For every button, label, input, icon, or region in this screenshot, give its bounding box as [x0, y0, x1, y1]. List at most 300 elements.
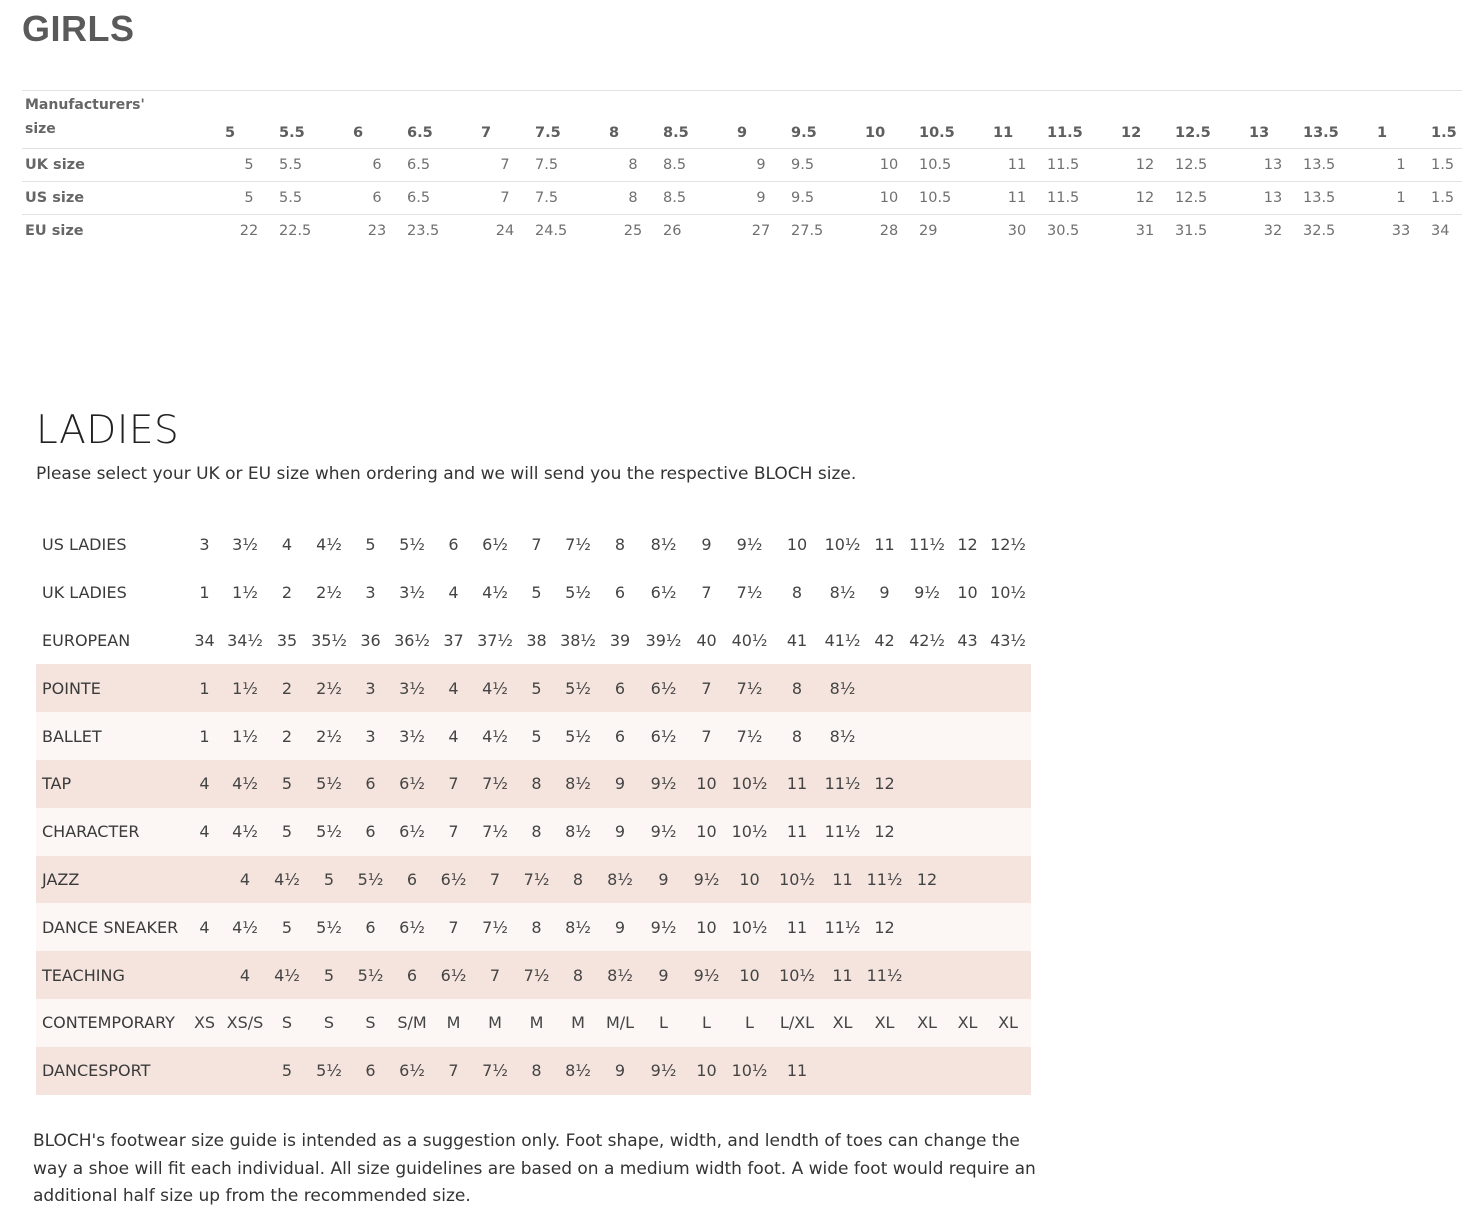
ladies-size-cell: 1	[187, 712, 222, 760]
girls-size-cell: 11.5	[1047, 190, 1080, 206]
girls-size-cell: 1.5	[1431, 190, 1455, 206]
ladies-row-label: EUROPEAN	[36, 617, 187, 665]
girls-size-cell: 31	[1135, 223, 1155, 240]
ladies-size-cell: 5½	[306, 1047, 352, 1095]
ladies-table-row	[36, 664, 1031, 712]
ladies-size-cell: 8½	[555, 1047, 601, 1095]
ladies-row-label: US LADIES	[36, 521, 187, 569]
ladies-table-row	[36, 760, 1031, 808]
ladies-size-cell	[985, 903, 1031, 951]
ladies-size-cell	[865, 712, 904, 760]
girls-size-cell: 11	[1007, 190, 1027, 206]
girls-title: GIRLS	[22, 8, 135, 49]
girls-size-cell: 22	[239, 223, 259, 240]
ladies-size-cell: 5½	[306, 760, 352, 808]
girls-size-cell: 10	[879, 157, 899, 173]
ladies-size-cell: 6½	[472, 521, 518, 569]
ladies-size-cell: XL	[865, 999, 904, 1047]
girls-size-cell: 8	[628, 157, 638, 173]
girls-table-row	[22, 215, 1462, 248]
ladies-size-cell: 4	[435, 664, 472, 712]
girls-size-cell: 5.5	[279, 157, 303, 173]
ladies-size-cell: 5½	[306, 808, 352, 856]
ladies-row-label: CHARACTER	[36, 808, 187, 856]
ladies-size-cell: 7½	[472, 808, 518, 856]
girls-header-size: 6.5	[407, 125, 433, 141]
ladies-size-cell: 6½	[389, 903, 435, 951]
ladies-size-cell: 10	[688, 1047, 725, 1095]
ladies-size-cell	[985, 1047, 1031, 1095]
ladies-size-cell: 3½	[389, 664, 435, 712]
ladies-size-cell: 6½	[639, 712, 688, 760]
girls-size-cell: 7	[500, 190, 510, 206]
ladies-size-cell	[904, 1047, 950, 1095]
ladies-size-cell: 7	[472, 856, 518, 904]
ladies-size-cell: 8	[774, 712, 820, 760]
ladies-size-cell: 2½	[306, 712, 352, 760]
ladies-size-cell: 5	[268, 903, 306, 951]
girls-header-size: 5	[225, 125, 236, 141]
ladies-size-cell: 10½	[820, 521, 865, 569]
ladies-size-cell: 5	[268, 1047, 306, 1095]
ladies-size-cell: 7½	[725, 712, 774, 760]
girls-size-cell: 6	[372, 190, 382, 206]
ladies-size-cell	[950, 760, 985, 808]
ladies-table-row	[36, 569, 1031, 617]
ladies-intro-text: Please select your UK or EU size when ordering and we will send you the respective BLOCH size.	[36, 464, 857, 484]
ladies-size-cell: 4	[187, 808, 222, 856]
ladies-size-cell: 35½	[306, 617, 352, 665]
ladies-row-label: TEACHING	[36, 951, 187, 999]
ladies-size-cell: 9	[865, 569, 904, 617]
girls-size-cell: 10.5	[919, 157, 952, 173]
ladies-size-table	[36, 521, 1031, 1095]
ladies-size-cell: 5½	[555, 712, 601, 760]
girls-size-cell: 31.5	[1175, 223, 1208, 240]
girls-header-row	[22, 91, 1462, 149]
ladies-size-cell: 5	[306, 856, 352, 904]
ladies-size-cell: 8½	[820, 569, 865, 617]
ladies-size-cell: 5½	[352, 856, 389, 904]
girls-size-table	[22, 90, 1462, 248]
ladies-size-cell: 1½	[222, 569, 268, 617]
ladies-size-cell: 8½	[601, 951, 639, 999]
ladies-size-cell: 4½	[306, 521, 352, 569]
girls-row-label: EU size	[25, 223, 84, 240]
ladies-size-cell: 3	[352, 664, 389, 712]
ladies-size-cell: 11½	[904, 521, 950, 569]
ladies-size-cell: 11½	[820, 808, 865, 856]
ladies-size-cell: 9	[688, 521, 725, 569]
girls-size-cell: 25	[623, 223, 643, 240]
ladies-size-cell: 11½	[820, 760, 865, 808]
ladies-table-row	[36, 903, 1031, 951]
girls-size-cell: 12.5	[1175, 157, 1208, 173]
ladies-size-cell: 8	[518, 903, 555, 951]
girls-header-size: 10.5	[919, 125, 955, 141]
ladies-size-cell: 4½	[268, 856, 306, 904]
ladies-size-cell: 39½	[639, 617, 688, 665]
girls-size-cell: 9	[756, 190, 766, 206]
ladies-size-cell: 41½	[820, 617, 865, 665]
ladies-size-cell: 11	[774, 903, 820, 951]
ladies-size-cell	[950, 664, 985, 712]
ladies-size-cell: 7	[435, 1047, 472, 1095]
ladies-size-cell: 6	[352, 760, 389, 808]
ladies-table-row	[36, 999, 1031, 1047]
ladies-size-cell: 9	[601, 903, 639, 951]
girls-size-cell: 30	[1007, 223, 1027, 240]
ladies-size-cell: 6	[352, 1047, 389, 1095]
girls-header-size: 8	[609, 125, 620, 141]
ladies-size-cell: 6	[352, 903, 389, 951]
ladies-size-cell: 8½	[820, 664, 865, 712]
ladies-size-cell: 36	[352, 617, 389, 665]
ladies-size-cell: 6½	[389, 1047, 435, 1095]
ladies-size-cell: 8	[555, 951, 601, 999]
girls-size-cell: 12.5	[1175, 190, 1208, 206]
girls-size-cell: 7.5	[535, 190, 559, 206]
ladies-size-cell: 9½	[639, 760, 688, 808]
girls-size-cell: 13.5	[1303, 157, 1336, 173]
ladies-size-cell: 8	[601, 521, 639, 569]
girls-size-cell: 7.5	[535, 157, 559, 173]
ladies-size-cell: 10	[688, 903, 725, 951]
ladies-size-cell	[865, 1047, 904, 1095]
ladies-table-row	[36, 712, 1031, 760]
ladies-size-cell: 7½	[472, 760, 518, 808]
girls-size-cell: 5.5	[279, 190, 303, 206]
ladies-size-cell: 4	[222, 951, 268, 999]
ladies-row-label: DANCE SNEAKER	[36, 903, 187, 951]
ladies-size-cell: 10	[774, 521, 820, 569]
ladies-size-cell: 42½	[904, 617, 950, 665]
ladies-size-cell: 12½	[985, 521, 1031, 569]
girls-size-cell: 5	[244, 157, 254, 173]
ladies-size-cell: 8	[518, 760, 555, 808]
ladies-size-cell: 10	[688, 808, 725, 856]
ladies-size-cell: 37	[435, 617, 472, 665]
ladies-row-label: TAP	[36, 760, 187, 808]
girls-size-cell: 22.5	[279, 223, 312, 240]
ladies-size-cell: 43	[950, 617, 985, 665]
ladies-table-row	[36, 521, 1031, 569]
ladies-size-cell: 11½	[865, 856, 904, 904]
ladies-size-cell	[985, 712, 1031, 760]
ladies-size-cell: 6½	[639, 664, 688, 712]
ladies-size-cell: 35	[268, 617, 306, 665]
ladies-row-label: BALLET	[36, 712, 187, 760]
girls-header-size: 10	[865, 125, 886, 141]
girls-header-size: 12	[1121, 125, 1142, 141]
ladies-size-cell	[950, 903, 985, 951]
ladies-size-cell: 10½	[725, 808, 774, 856]
ladies-size-cell: 4	[222, 856, 268, 904]
girls-size-cell: 24	[495, 223, 515, 240]
ladies-size-cell: 3	[352, 712, 389, 760]
girls-size-cell: 27	[751, 223, 771, 240]
girls-header-size: 9.5	[791, 125, 817, 141]
ladies-row-label: UK LADIES	[36, 569, 187, 617]
ladies-size-cell: L	[725, 999, 774, 1047]
girls-header-size: 5.5	[279, 125, 305, 141]
ladies-size-cell: 5	[268, 760, 306, 808]
ladies-size-cell: 2½	[306, 664, 352, 712]
ladies-size-cell: 4½	[472, 569, 518, 617]
girls-size-cell: 32	[1263, 223, 1283, 240]
ladies-size-cell: 12	[950, 521, 985, 569]
ladies-size-cell	[950, 712, 985, 760]
ladies-size-cell: 12	[865, 903, 904, 951]
ladies-size-cell: 12	[865, 808, 904, 856]
ladies-size-cell	[187, 951, 222, 999]
ladies-size-cell: 2	[268, 712, 306, 760]
ladies-size-cell: S	[306, 999, 352, 1047]
girls-table-row	[22, 149, 1462, 182]
ladies-size-cell: 5½	[555, 664, 601, 712]
girls-size-cell: 5	[244, 190, 254, 206]
ladies-size-cell	[904, 808, 950, 856]
ladies-size-cell	[904, 903, 950, 951]
ladies-size-cell: 6	[352, 808, 389, 856]
ladies-size-cell: S	[268, 999, 306, 1047]
ladies-size-cell: 4½	[222, 808, 268, 856]
ladies-table-row	[36, 951, 1031, 999]
ladies-size-cell: XL	[904, 999, 950, 1047]
girls-size-cell: 10	[879, 190, 899, 206]
ladies-size-cell: 9	[639, 856, 688, 904]
ladies-size-cell: 4	[187, 760, 222, 808]
ladies-size-cell: 4½	[222, 760, 268, 808]
ladies-size-cell: 10½	[725, 1047, 774, 1095]
ladies-size-cell: 7	[518, 521, 555, 569]
ladies-size-cell: 6	[601, 664, 639, 712]
ladies-size-cell: 7	[435, 760, 472, 808]
girls-size-cell: 12	[1135, 190, 1155, 206]
girls-size-cell: 6.5	[407, 157, 431, 173]
girls-header-size: 11.5	[1047, 125, 1083, 141]
girls-size-cell: 1.5	[1431, 157, 1455, 173]
ladies-size-cell: 11	[774, 760, 820, 808]
ladies-size-cell: 4	[187, 903, 222, 951]
ladies-size-cell: S/M	[389, 999, 435, 1047]
girls-size-cell: 30.5	[1047, 223, 1080, 240]
ladies-size-cell: 3	[187, 521, 222, 569]
ladies-size-cell: 5	[306, 951, 352, 999]
ladies-size-cell: 6	[601, 569, 639, 617]
ladies-size-cell: 5	[518, 664, 555, 712]
girls-size-cell: 33	[1391, 223, 1411, 240]
girls-size-cell: 34	[1431, 223, 1450, 240]
ladies-size-cell: 8½	[555, 760, 601, 808]
girls-size-cell: 9	[756, 157, 766, 173]
ladies-size-cell: 6	[389, 951, 435, 999]
ladies-row-label: JAZZ	[36, 856, 187, 904]
ladies-size-cell: 7½	[472, 903, 518, 951]
girls-size-cell: 13	[1263, 190, 1283, 206]
girls-header-size: 11	[993, 125, 1014, 141]
girls-size-cell: 23	[367, 223, 387, 240]
ladies-table-row	[36, 617, 1031, 665]
girls-size-cell: 12	[1135, 157, 1155, 173]
girls-header-size: 7	[481, 125, 492, 141]
girls-size-cell: 1	[1396, 190, 1406, 206]
girls-size-cell: 24.5	[535, 223, 568, 240]
ladies-size-cell: 9½	[639, 808, 688, 856]
ladies-size-cell: 8	[555, 856, 601, 904]
ladies-size-cell	[950, 1047, 985, 1095]
ladies-size-cell	[985, 808, 1031, 856]
ladies-size-cell: XL	[820, 999, 865, 1047]
ladies-size-cell: 7½	[518, 951, 555, 999]
girls-header-size: 13.5	[1303, 125, 1339, 141]
girls-size-cell: 8.5	[663, 190, 687, 206]
ladies-size-cell: 9½	[688, 951, 725, 999]
ladies-row-label: CONTEMPORARY	[36, 999, 187, 1047]
ladies-size-cell: 4	[435, 712, 472, 760]
ladies-size-cell: 11	[774, 808, 820, 856]
ladies-size-cell: 7½	[555, 521, 601, 569]
ladies-size-cell: 4½	[268, 951, 306, 999]
ladies-size-cell: 1	[187, 664, 222, 712]
ladies-size-cell: 10½	[985, 569, 1031, 617]
ladies-size-cell: 37½	[472, 617, 518, 665]
ladies-size-cell: M	[435, 999, 472, 1047]
girls-size-cell: 11	[1007, 157, 1027, 173]
ladies-size-cell: XS	[187, 999, 222, 1047]
ladies-size-cell: L/XL	[774, 999, 820, 1047]
ladies-size-cell: 1½	[222, 664, 268, 712]
girls-size-cell: 27.5	[791, 223, 824, 240]
ladies-size-cell: 8	[774, 569, 820, 617]
ladies-size-cell: XL	[985, 999, 1031, 1047]
ladies-size-cell: 8	[774, 664, 820, 712]
ladies-size-cell: 8½	[639, 521, 688, 569]
ladies-size-cell: 12	[904, 856, 950, 904]
ladies-size-cell: M/L	[601, 999, 639, 1047]
ladies-size-cell: 8	[518, 808, 555, 856]
ladies-size-cell: 8	[518, 1047, 555, 1095]
ladies-size-cell: XS/S	[222, 999, 268, 1047]
ladies-size-cell: 5	[518, 569, 555, 617]
ladies-size-cell: 6½	[435, 856, 472, 904]
ladies-size-cell: 6½	[435, 951, 472, 999]
size-guide-disclaimer: BLOCH's footwear size guide is intended as a suggestion only. Foot shape, width, and lendth of toes can change the way a shoe will fit each individual. All size guidelines are based on a medium width foot. A wide foot would require an additional half size up from the recommended size.	[33, 1131, 1036, 1206]
ladies-size-cell: 7	[688, 712, 725, 760]
ladies-size-cell: 9	[601, 1047, 639, 1095]
ladies-size-cell	[985, 760, 1031, 808]
ladies-size-cell: 8½	[555, 903, 601, 951]
ladies-row-label: POINTE	[36, 664, 187, 712]
ladies-size-cell: 5½	[555, 569, 601, 617]
ladies-size-cell: 6	[435, 521, 472, 569]
ladies-title: LADIES	[36, 408, 180, 453]
girls-header-size: 1	[1377, 125, 1388, 141]
ladies-size-cell: 10½	[725, 903, 774, 951]
girls-size-cell: 8.5	[663, 157, 687, 173]
ladies-size-cell: 11	[820, 856, 865, 904]
ladies-size-cell: 10	[725, 951, 774, 999]
ladies-size-cell	[222, 1047, 268, 1095]
ladies-size-cell	[187, 1047, 222, 1095]
ladies-size-cell: 1	[187, 569, 222, 617]
ladies-size-cell: 3	[352, 569, 389, 617]
ladies-size-cell: 34	[187, 617, 222, 665]
ladies-size-cell: 7	[688, 569, 725, 617]
ladies-size-cell: 34½	[222, 617, 268, 665]
girls-size-cell: 26	[663, 223, 682, 240]
girls-size-cell: 11.5	[1047, 157, 1080, 173]
girls-size-cell: 13.5	[1303, 190, 1336, 206]
ladies-table-row	[36, 1047, 1031, 1095]
ladies-size-cell: 7½	[518, 856, 555, 904]
ladies-size-cell: 5	[518, 712, 555, 760]
ladies-size-cell: S	[352, 999, 389, 1047]
ladies-size-cell: 4½	[472, 712, 518, 760]
ladies-size-cell: 12	[865, 760, 904, 808]
ladies-size-cell: 9½	[904, 569, 950, 617]
ladies-size-cell	[904, 664, 950, 712]
ladies-size-cell: 9	[639, 951, 688, 999]
ladies-size-cell: 8½	[820, 712, 865, 760]
ladies-size-cell: 5	[352, 521, 389, 569]
ladies-size-cell: 40	[688, 617, 725, 665]
ladies-size-cell	[985, 856, 1031, 904]
ladies-size-cell: 10	[950, 569, 985, 617]
ladies-size-cell	[985, 664, 1031, 712]
girls-size-cell: 29	[919, 223, 938, 240]
ladies-size-cell: 11	[820, 951, 865, 999]
ladies-size-cell: 5½	[389, 521, 435, 569]
girls-header-size: 1.5	[1431, 125, 1457, 141]
ladies-size-cell: 6½	[389, 808, 435, 856]
girls-size-cell: 1	[1396, 157, 1406, 173]
ladies-size-cell: 3½	[389, 569, 435, 617]
ladies-size-cell: 5½	[352, 951, 389, 999]
girls-size-cell: 6	[372, 157, 382, 173]
girls-header-size: 12.5	[1175, 125, 1211, 141]
ladies-size-cell: 10½	[774, 951, 820, 999]
ladies-size-cell: 5½	[306, 903, 352, 951]
ladies-size-cell: L	[688, 999, 725, 1047]
ladies-size-cell: 10½	[725, 760, 774, 808]
ladies-size-cell: 10	[725, 856, 774, 904]
ladies-size-cell: M	[472, 999, 518, 1047]
girls-table-row	[22, 182, 1462, 215]
girls-row-label: US size	[25, 190, 85, 206]
ladies-size-cell: 2	[268, 569, 306, 617]
ladies-size-cell: M	[518, 999, 555, 1047]
ladies-size-cell: 38½	[555, 617, 601, 665]
ladies-size-cell: 5	[268, 808, 306, 856]
ladies-size-cell: 9	[601, 760, 639, 808]
ladies-size-cell: 3½	[222, 521, 268, 569]
ladies-size-cell: 7	[435, 903, 472, 951]
girls-header-size: 8.5	[663, 125, 689, 141]
ladies-size-cell	[904, 712, 950, 760]
ladies-size-cell	[187, 856, 222, 904]
girls-size-cell: 28	[879, 223, 899, 240]
ladies-size-cell	[950, 951, 985, 999]
ladies-size-cell: 11	[774, 1047, 820, 1095]
ladies-size-cell: 9	[601, 808, 639, 856]
ladies-size-cell: 9½	[639, 903, 688, 951]
girls-header-size: 9	[737, 125, 748, 141]
ladies-size-cell: 11	[865, 521, 904, 569]
ladies-size-cell: 4	[435, 569, 472, 617]
ladies-size-cell: 7½	[472, 1047, 518, 1095]
ladies-size-cell: 41	[774, 617, 820, 665]
